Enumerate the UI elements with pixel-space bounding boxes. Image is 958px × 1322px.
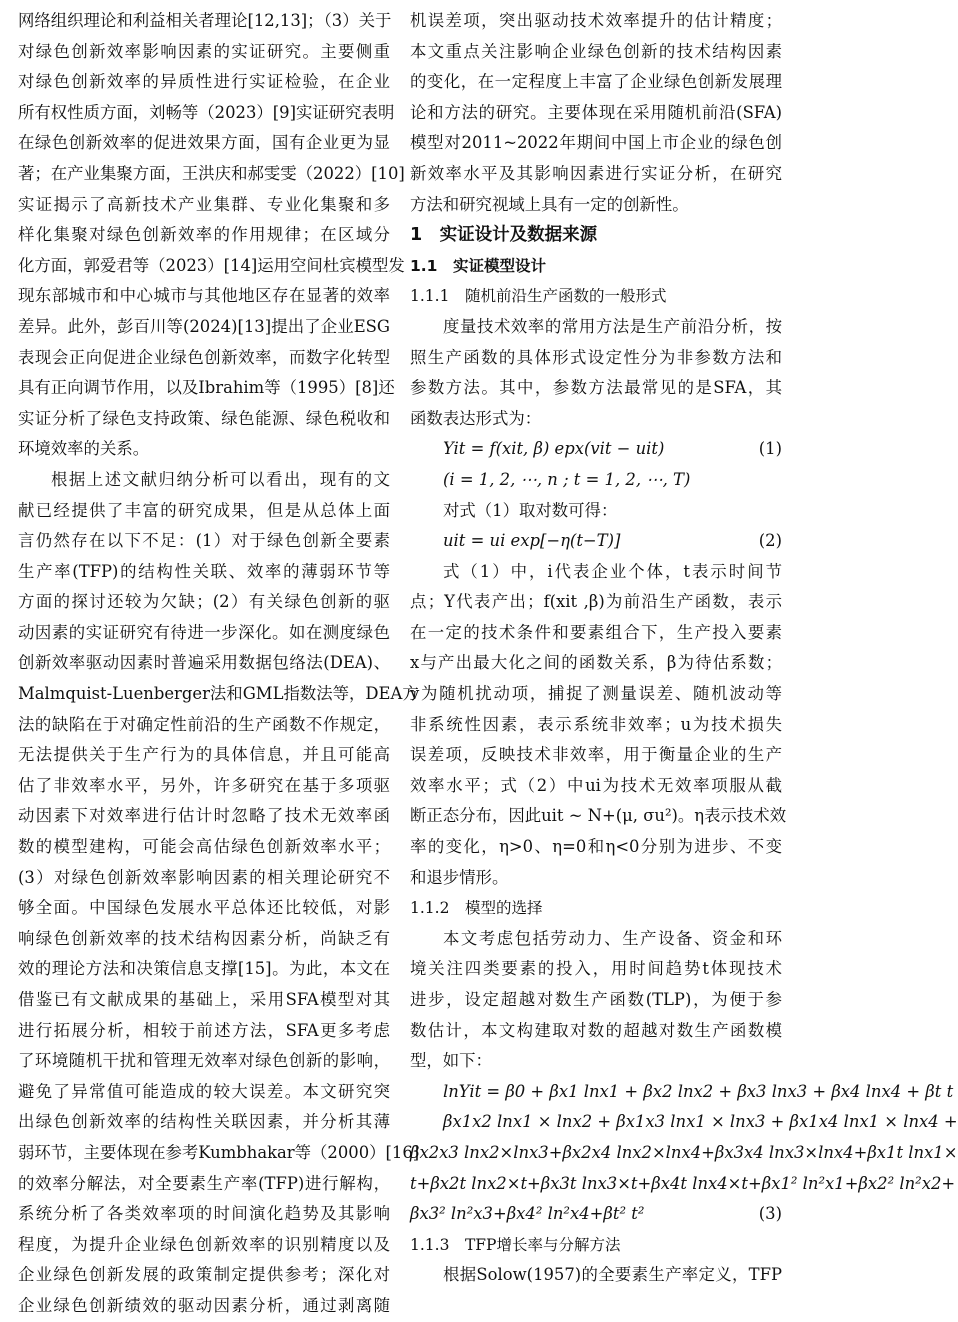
text-line: 度量技术效率的常用方法是生产前沿分析，按 [443,316,782,336]
text-line: 方面的探讨还较为欠缺；(2）有关绿色创新的驱 [18,592,390,612]
text-line: 非系统性因素，表示系统非效率；u为技术损失 [410,714,782,734]
intro-paragraph [410,6,782,220]
text-line: Malmquist-Luenberger法和GML指数法等，DEA方 [18,684,419,704]
equation-3-part-4: t+βx2t lnx2×t+βx3t lnx3×t+βx4t lnx4×t+βx1² ln²x1+βx2² ln²x2+ [410,1173,956,1193]
text-line: 创新效率驱动因素时普遍采用数据包络法(DEA)、 [18,653,390,673]
text-line: 表现会正向促进企业绿色创新效率，而数字化转型 [18,347,390,367]
text-line: 动因素下对效率进行估计时忽略了技术无效率函 [18,806,390,826]
paragraph-model-choice [410,924,782,1077]
text-line: (3）对绿色创新效率影响因素的相关理论研究不 [18,867,390,887]
text-line: 新效率水平及其影响因素进行实证分析，在研究 [410,163,782,183]
text-line: 环境效率的关系。 [18,439,150,459]
text-line: 够全面。中国绿色发展水平总体还比较低，对影 [18,898,390,918]
text-line: 实证揭示了高新技术产业集群、专业化集聚和多 [18,194,390,214]
equation-3-line-2 [410,1107,958,1138]
text-line: 系统分析了各类效率项的时间演化趋势及其影响 [18,1204,390,1224]
text-line: 在一定的技术条件和要素组合下，生产投入要素 [410,622,782,642]
section-heading-1: 1 实证设计及数据来源 [410,225,598,246]
text-line: 程度，为提升企业绿色创新效率的识别精度以及 [18,1234,390,1254]
text-line: 境关注四类要素的投入，用时间趋势t体现技术 [410,959,782,979]
text-line: 进行拓展分析，相较于前述方法，SFA更多考虑 [18,1020,390,1040]
equation-3-line-5 [410,1199,782,1230]
equation-3-part-5: βx3² ln²x3+βx4² ln²x4+βt² t² [410,1204,645,1224]
text-line: 出绿色创新效率的结构性关联因素，并分析其薄 [18,1112,390,1132]
text-line: 和退步情形。 [410,867,509,887]
left-column [18,6,420,1322]
right-column [410,6,958,1291]
text-line: 机误差项，突出驱动技术效率提升的估计精度； [410,11,782,30]
equation-1 [410,434,782,465]
section-heading-1-1-1: 1.1.1 随机前沿生产函数的一般形式 [410,287,667,306]
text-line: 法的缺陷在于对确定性前沿的生产函数不作规定， [18,714,390,734]
text-line: 式（1）中，i代表企业个体，t表示时间节 [443,561,782,581]
equation-2 [410,526,782,557]
text-line: 样化集聚对绿色创新效率的作用规律；在区域分 [18,225,390,245]
text-line: 献已经提供了丰富的研究成果，但是从总体上面 [18,500,390,520]
equation-3-number: (3) [758,1204,782,1224]
text-line: 误差项，反映技术非效率，用于衡量企业的生产 [410,745,782,765]
paragraph-tfp-definition [410,1260,782,1291]
text-line: 根据上述文献归纳分析可以看出，现有的文 [51,469,390,489]
text-line: 的效率分解法，对全要素生产率(TFP)进行解构， [18,1173,390,1193]
text-line: 效的理论方法和决策信息支撑[15]。为此，本文在 [18,959,390,979]
text-line: 参数方法。其中，参数方法最常见的是SFA，其 [410,378,782,398]
text-line: 在绿色创新效率的促进效果方面，国有企业更为显 [18,133,390,153]
text-line: 论和方法的研究。主要体现在采用随机前沿(SFA) [410,102,782,122]
text-line: 对绿色创新效率影响因素的实证研究。主要侧重 [18,41,390,61]
equation-1-note: 对式（1）取对数可得： [443,500,618,520]
text-line: 响绿色创新效率的技术结构因素分析，尚缺乏有 [18,928,390,948]
text-line: 无法提供关于生产行为的具体信息，并且可能高 [18,745,390,765]
text-line: 具有正向调节作用，以及Ibrahim等（1995）[8]还 [18,378,395,398]
text-line: 弱环节，主要体现在参考Kumbhakar等（2000）[16] [18,1142,420,1162]
text-line: 数的模型建构，可能会高估绿色创新效率水平； [18,837,390,857]
equation-3-part-1: lnYit = β0 + βx1 lnx1 + βx2 lnx2 + βx3 lnx3 + βx4 lnx4 + βt t [443,1081,954,1101]
text-line: 实证分析了绿色支持政策、绿色能源、绿色税收和 [18,408,390,428]
text-line: 模型对2011~2022年期间中国上市企业的绿色创 [410,133,782,153]
equation-3-line-4 [410,1169,956,1200]
text-line: 借鉴已有文献成果的基础上，采用SFA模型对其 [18,990,390,1009]
text-line: 数估计，本文构建取对数的超越对数生产函数模 [410,1020,782,1040]
paragraph-sfa-definition [410,312,782,434]
text-line: 估了非效率水平，另外，许多研究在基于多项驱 [18,775,390,795]
text-line: 点；Y代表产出；f(xit ,β)为前沿生产函数，表示 [410,592,782,612]
text-line: x与产出最大化之间的函数关系，β为待估系数； [410,653,782,673]
equation-1-expression: Yit = f(xit, β) epx(vit − uit) [443,439,665,459]
text-line: 了环境随机干扰和管理无效率对绿色创新的影响， [18,1051,390,1071]
text-line: 本文考虑包括劳动力、生产设备、资金和环 [443,928,782,948]
text-line: 现东部城市和中心城市与其他地区存在显著的效率 [18,286,390,306]
equation-2-expression: uit = ui exp[−η(t−T)] [443,531,621,551]
text-line: 的变化，在一定程度上丰富了企业绿色创新发展理 [410,72,782,92]
equation-3-part-2: βx1x2 lnx1 × lnx2 + βx1x3 lnx1 × lnx3 + βx1x4 lnx1 × lnx4 + [443,1112,958,1132]
text-line: 化方面，郭爱君等（2023）[14]运用空间杜宾模型发 [18,255,405,275]
section-heading-1-1-2: 1.1.2 模型的选择 [410,899,543,918]
text-line: 差异。此外，彭百川等(2024)[13]提出了企业ESG [18,316,390,336]
equation-1-condition: (i = 1, 2, ⋯, n ; t = 1, 2, ⋯, T) [443,469,691,489]
text-line: 网络组织理论和利益相关者理论[12,13]；（3）关于 [18,11,392,30]
equation-2-number: (2) [758,531,782,551]
text-line: 根据Solow(1957)的全要素生产率定义，TFP [443,1265,782,1285]
text-line: 言仍然存在以下不足：(1）对于绿色创新全要素 [18,531,390,551]
equation-1-number: (1) [758,439,782,459]
equation-3-part-3: βx2x3 lnx2×lnx3+βx2x4 lnx2×lnx4+βx3x4 lnx3×lnx4+βx1t lnx1× [410,1142,958,1162]
text-line: 著；在产业集聚方面，王洪庆和郝雯雯（2022）[10] [18,163,405,183]
text-line: 本文重点关注影响企业绿色创新的技术结构因素 [410,41,782,61]
text-line: 率的变化，η>0、η=0和η<0分别为进步、不变 [410,837,782,857]
text-line: 对绿色创新效率的异质性进行实证检验，在企业 [18,72,390,92]
text-line: 企业绿色创新绩效的驱动因素分析，通过剥离随 [18,1295,390,1315]
text-line: 方法和研究视域上具有一定的创新性。 [410,194,689,214]
section-heading-1-1-3: 1.1.3 TFP增长率与分解方法 [410,1235,621,1254]
text-line: 型，如下： [410,1051,492,1071]
text-line: 函数表达形式为： [410,408,542,428]
text-line: 避免了异常值可能造成的较大误差。本文研究突 [18,1081,390,1101]
text-line: v为随机扰动项，捕捉了测量误差、随机波动等 [410,684,782,704]
text-line: 进步，设定超越对数生产函数(TLP)，为便于参 [410,990,782,1009]
equation-3-line-3 [410,1138,958,1169]
paragraph-variable-definitions [410,557,787,894]
text-line: 断正态分布，因此uit ~ N+(μ, σu²)。η表示技术效 [410,806,787,826]
text-line: 效率水平；式（2）中ui为技术无效率项服从截 [410,775,782,795]
text-line: 生产率(TFP)的结构性关联、效率的薄弱环节等 [18,561,390,581]
text-line: 企业绿色创新发展的政策制定提供参考；深化对 [18,1265,390,1285]
equation-1-condition-line [410,465,782,496]
equation-3-line-1 [410,1077,954,1108]
section-heading-1-1: 1.1 实证模型设计 [410,256,546,275]
text-line: 所有权性质方面，刘畅等（2023）[9]实证研究表明 [18,102,395,122]
text-line: 动因素的实证研究有待进一步深化。如在测度绿色 [18,622,390,642]
text-line: 照生产函数的具体形式设定性分为非参数方法和 [410,347,782,367]
